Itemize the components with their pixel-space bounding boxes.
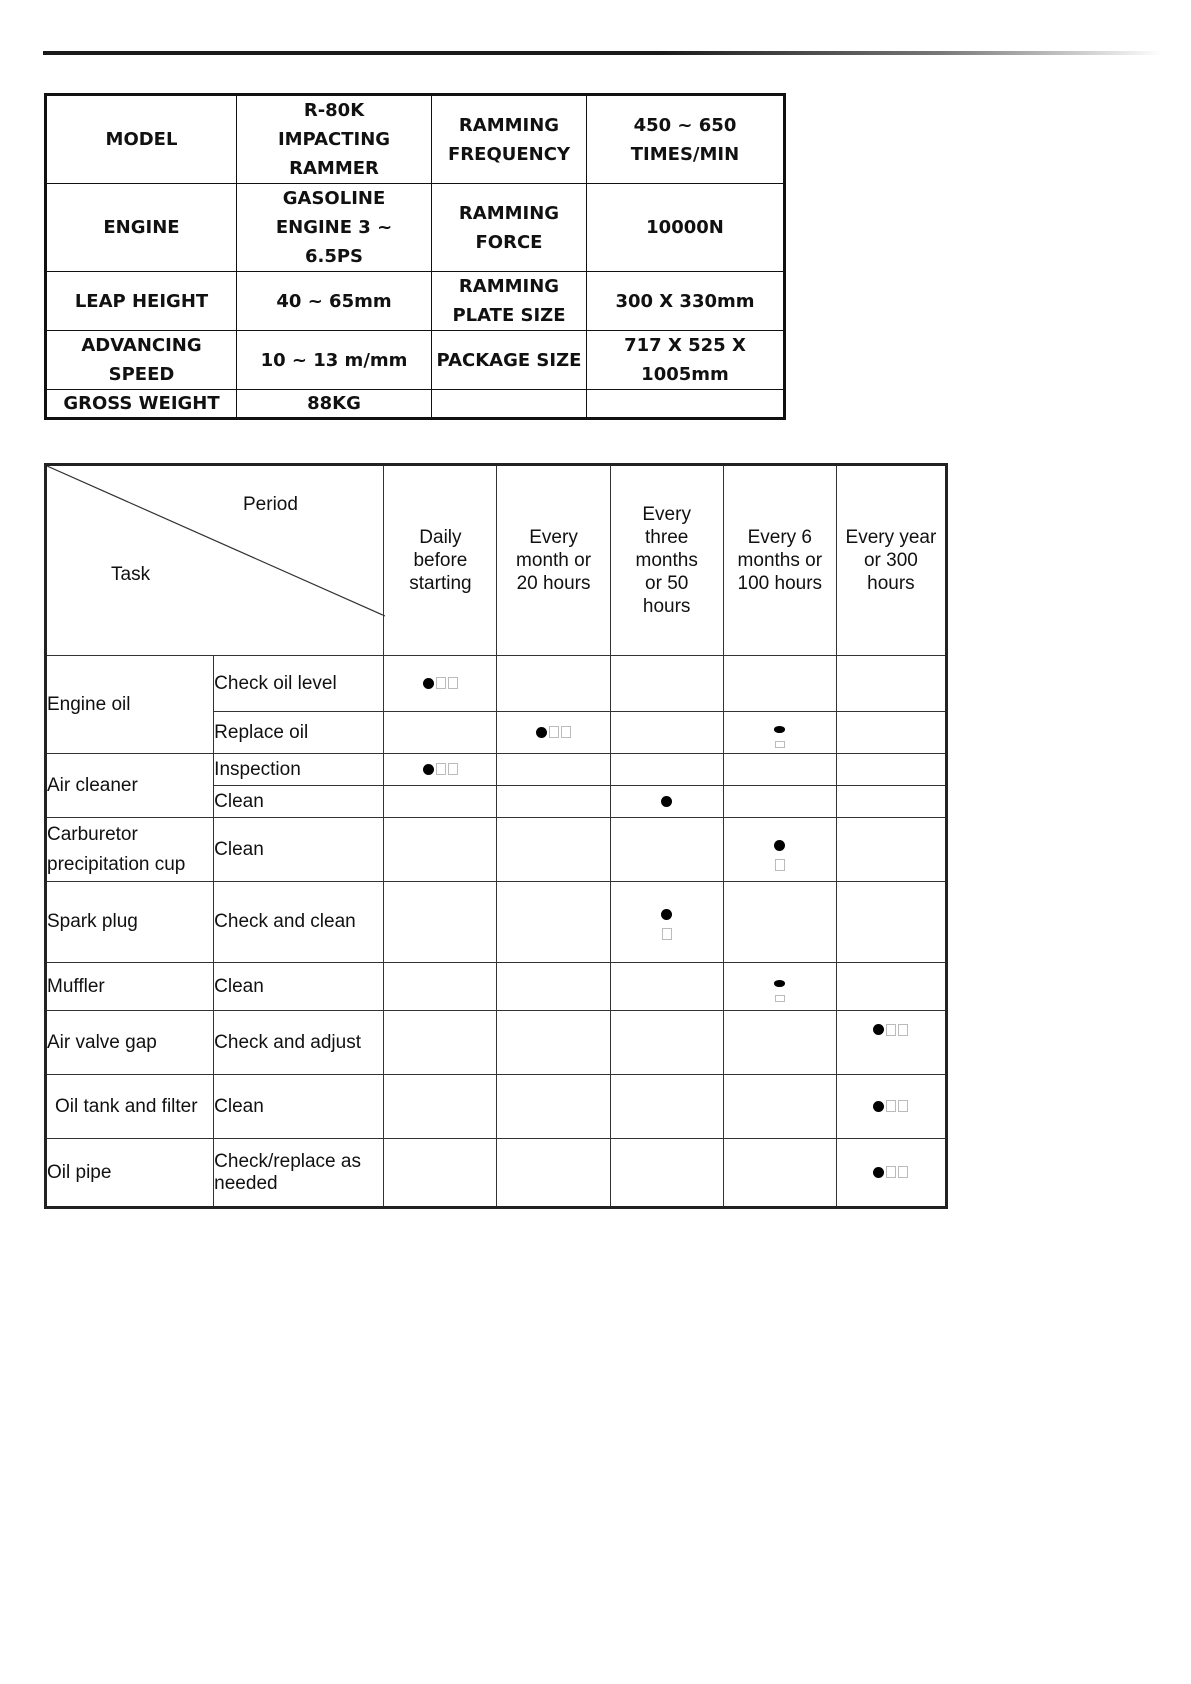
missing-glyph-icon [448,677,458,689]
missing-glyph-icon [898,1024,908,1036]
maintenance-row [46,1075,947,1139]
interval-mark-cell [723,963,836,1011]
missing-glyph-icon [775,859,785,871]
subtask-name: Inspection [214,754,384,786]
interval-mark-cell [610,656,723,712]
spec-value-package-size: 717 X 525 X 1005mm [586,331,784,390]
period-header: Every year or 300 hours [836,465,946,656]
interval-mark-cell [497,1011,610,1075]
subtask-name: Check oil level [214,656,384,712]
bullet-icon [873,1101,884,1112]
missing-glyph-icon [898,1166,908,1178]
missing-glyph-icon [549,726,559,738]
spec-value-advancing-speed: 10 ~ 13 m/mm [237,331,432,390]
interval-mark-cell [497,818,610,882]
period-label: Period [243,494,298,515]
period-task-header [46,465,384,656]
maintenance-header-row [46,465,947,656]
top-rule [43,51,1163,55]
interval-mark-cell [610,963,723,1011]
interval-mark-cell [836,754,946,786]
task-name: Muffler [46,963,214,1011]
interval-mark-cell [497,786,610,818]
maintenance-row [46,656,947,712]
spec-value-ramming-frequency: 450 ~ 650 TIMES/MIN [586,95,784,184]
missing-glyph-icon [775,995,785,1003]
interval-mark-cell [384,656,497,712]
interval-mark-cell [723,754,836,786]
spec-label-package-size: PACKAGE SIZE [432,331,587,390]
interval-mark-cell [610,882,723,963]
period-header: Every three months or 50 hours [610,465,723,656]
spec-label-ramming-frequency: RAMMING FREQUENCY [432,95,587,184]
interval-mark-cell [497,754,610,786]
missing-glyph-icon [448,763,458,775]
missing-glyph-icon [898,1100,908,1112]
missing-glyph-icon [436,763,446,775]
interval-mark-cell [723,656,836,712]
interval-mark-cell [836,1139,946,1208]
maintenance-row [46,818,947,882]
spec-value-gross-weight: 88KG [237,390,432,419]
interval-mark-cell [836,712,946,754]
missing-glyph-icon [886,1024,896,1036]
missing-glyph-icon [886,1166,896,1178]
spec-row [46,390,785,419]
interval-mark-cell [497,963,610,1011]
interval-mark-cell [723,1139,836,1208]
interval-mark-cell [723,1011,836,1075]
interval-mark-cell [836,818,946,882]
missing-glyph-icon [561,726,571,738]
spec-value-model: R-80K IMPACTING RAMMER [237,95,432,184]
missing-glyph-icon [886,1100,896,1112]
missing-glyph-icon [775,741,785,749]
maintenance-row [46,882,947,963]
spec-label-leap-height: LEAP HEIGHT [46,272,237,331]
interval-mark-cell [836,1011,946,1075]
spec-label-gross-weight: GROSS WEIGHT [46,390,237,419]
interval-mark-cell [497,1075,610,1139]
maintenance-row [46,1139,947,1208]
interval-mark-cell [384,882,497,963]
interval-mark-cell [384,818,497,882]
task-name: Oil tank and filter [46,1075,214,1139]
period-header: Every 6 months or 100 hours [723,465,836,656]
interval-mark-cell [610,712,723,754]
bullet-icon [661,796,672,807]
interval-mark-cell [610,786,723,818]
interval-mark-cell [723,786,836,818]
task-name: Oil pipe [46,1139,214,1208]
spec-label-ramming-plate-size: RAMMING PLATE SIZE [432,272,587,331]
subtask-name: Check and clean [214,882,384,963]
subtask-name: Check/replace as needed [214,1139,384,1208]
interval-mark-cell [610,818,723,882]
interval-mark-cell [384,1075,497,1139]
spec-row [46,331,785,390]
diagonal-divider [47,466,385,655]
interval-mark-cell [723,1075,836,1139]
bullet-icon [774,980,785,986]
subtask-name: Clean [214,818,384,882]
bullet-icon [873,1167,884,1178]
task-name: Engine oil [46,656,214,754]
bullet-icon [774,726,785,732]
task-label: Task [111,564,151,585]
interval-mark-cell [384,786,497,818]
interval-mark-cell [723,882,836,963]
bullet-icon [661,909,672,920]
period-header: Every month or 20 hours [497,465,610,656]
subtask-name: Check and adjust [214,1011,384,1075]
interval-mark-cell [610,1011,723,1075]
interval-mark-cell [836,882,946,963]
subtask-name: Replace oil [214,712,384,754]
maintenance-row [46,754,947,786]
interval-mark-cell [384,1011,497,1075]
interval-mark-cell [384,963,497,1011]
spec-value-engine: GASOLINE ENGINE 3 ~ 6.5PS [237,184,432,272]
spec-row [46,272,785,331]
missing-glyph-icon [662,928,672,940]
spec-label-engine: ENGINE [46,184,237,272]
task-name: Air valve gap [46,1011,214,1075]
interval-mark-cell [836,1075,946,1139]
bullet-icon [423,764,434,775]
subtask-name: Clean [214,1075,384,1139]
bullet-icon [873,1024,884,1035]
spec-value-leap-height: 40 ~ 65mm [237,272,432,331]
spec-row [46,95,785,184]
task-name: Air cleaner [46,754,214,818]
bullet-icon [774,840,785,851]
interval-mark-cell [497,712,610,754]
maintenance-row [46,963,947,1011]
spec-label-advancing-speed: ADVANCING SPEED [46,331,237,390]
task-name: Carburetor precipitation cup [46,818,214,882]
interval-mark-cell [836,656,946,712]
interval-mark-cell [497,882,610,963]
interval-mark-cell [610,754,723,786]
spec-value-ramming-plate-size: 300 X 330mm [586,272,784,331]
interval-mark-cell [384,1139,497,1208]
maintenance-table [44,463,948,1209]
bullet-icon [536,727,547,738]
spec-table [44,93,786,420]
interval-mark-cell [836,786,946,818]
interval-mark-cell [723,712,836,754]
subtask-name: Clean [214,786,384,818]
interval-mark-cell [836,963,946,1011]
spec-label-ramming-force: RAMMING FORCE [432,184,587,272]
spec-row [46,184,785,272]
maintenance-row [46,1011,947,1075]
subtask-name: Clean [214,963,384,1011]
spec-value-ramming-force: 10000N [586,184,784,272]
interval-mark-cell [610,1139,723,1208]
spec-empty-cell [586,390,784,419]
task-name: Spark plug [46,882,214,963]
spec-empty-cell [432,390,587,419]
bullet-icon [423,678,434,689]
interval-mark-cell [723,818,836,882]
spec-label-model: MODEL [46,95,237,184]
interval-mark-cell [497,1139,610,1208]
period-header: Daily before starting [384,465,497,656]
interval-mark-cell [384,754,497,786]
interval-mark-cell [384,712,497,754]
missing-glyph-icon [436,677,446,689]
interval-mark-cell [610,1075,723,1139]
interval-mark-cell [497,656,610,712]
